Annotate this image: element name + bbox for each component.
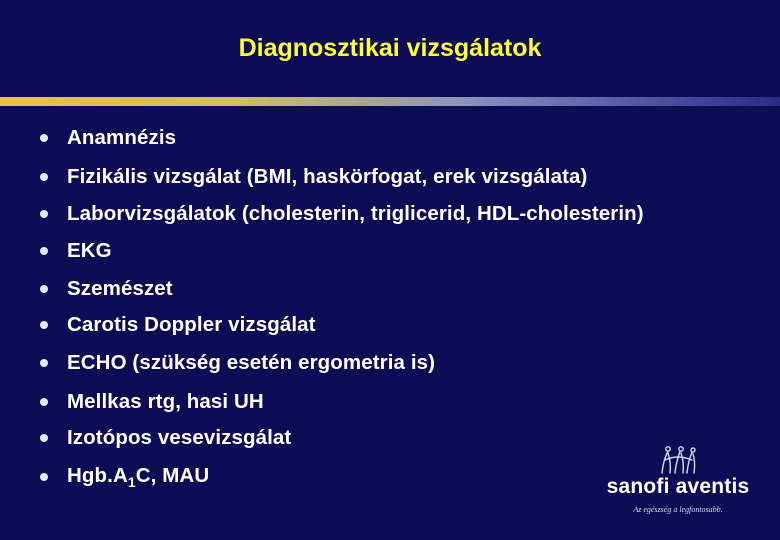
bullet-item <box>40 202 644 226</box>
bullet-dot-icon <box>40 434 48 442</box>
bullet-text-rest: C, MAU <box>135 464 210 487</box>
bullet-dot-icon <box>40 173 48 181</box>
bullet-text: EKG <box>67 239 112 262</box>
slide-title: Diagnosztikai vizsgálatok <box>238 34 542 62</box>
logo-figures-icon <box>656 445 700 475</box>
bullet-text: Carotis Doppler vizsgálat <box>67 313 316 336</box>
bullet-item <box>40 126 176 150</box>
bullet-dot-icon <box>40 473 48 481</box>
bullet-dot-icon <box>40 134 48 142</box>
bullet-text: Szemészet <box>67 277 173 300</box>
bullet-item <box>40 464 209 490</box>
logo-brand-text: sanofi aventis <box>606 475 750 498</box>
bullet-dot-icon <box>40 210 48 218</box>
bullet-text: Mellkas rtg, hasi UH <box>67 390 264 413</box>
logo-tagline: Az egészség a legfontosabb. <box>633 505 723 514</box>
bullet-text: Fizikális vizsgálat (BMI, haskörfogat, erek vizsgálata) <box>67 165 588 188</box>
bullet-item <box>40 277 173 301</box>
bullet-item <box>40 165 587 189</box>
sanofi-aventis-logo <box>598 445 758 525</box>
bullet-text: Laborvizsgálatok (cholesterin, triglicerid, HDL-cholesterin) <box>67 202 644 225</box>
bullet-item <box>40 390 264 414</box>
bullet-dot-icon <box>40 359 48 367</box>
bullet-text: Anamnézis <box>67 126 177 149</box>
bullet-dot-icon <box>40 285 48 293</box>
bullet-item <box>40 426 291 450</box>
bullet-text-main: Hgb.A <box>67 464 128 487</box>
bullet-subscript: 1 <box>127 474 136 491</box>
bullet-item <box>40 313 316 337</box>
bullet-text: ECHO (szükség esetén ergometria is) <box>67 351 436 374</box>
bullet-item <box>40 351 435 375</box>
bullet-text: Izotópos vesevizsgálat <box>67 426 292 449</box>
bullet-dot-icon <box>40 321 48 329</box>
bullet-text <box>67 464 209 490</box>
bullet-dot-icon <box>40 247 48 255</box>
bullet-dot-icon <box>40 398 48 406</box>
bullet-item <box>40 239 112 263</box>
